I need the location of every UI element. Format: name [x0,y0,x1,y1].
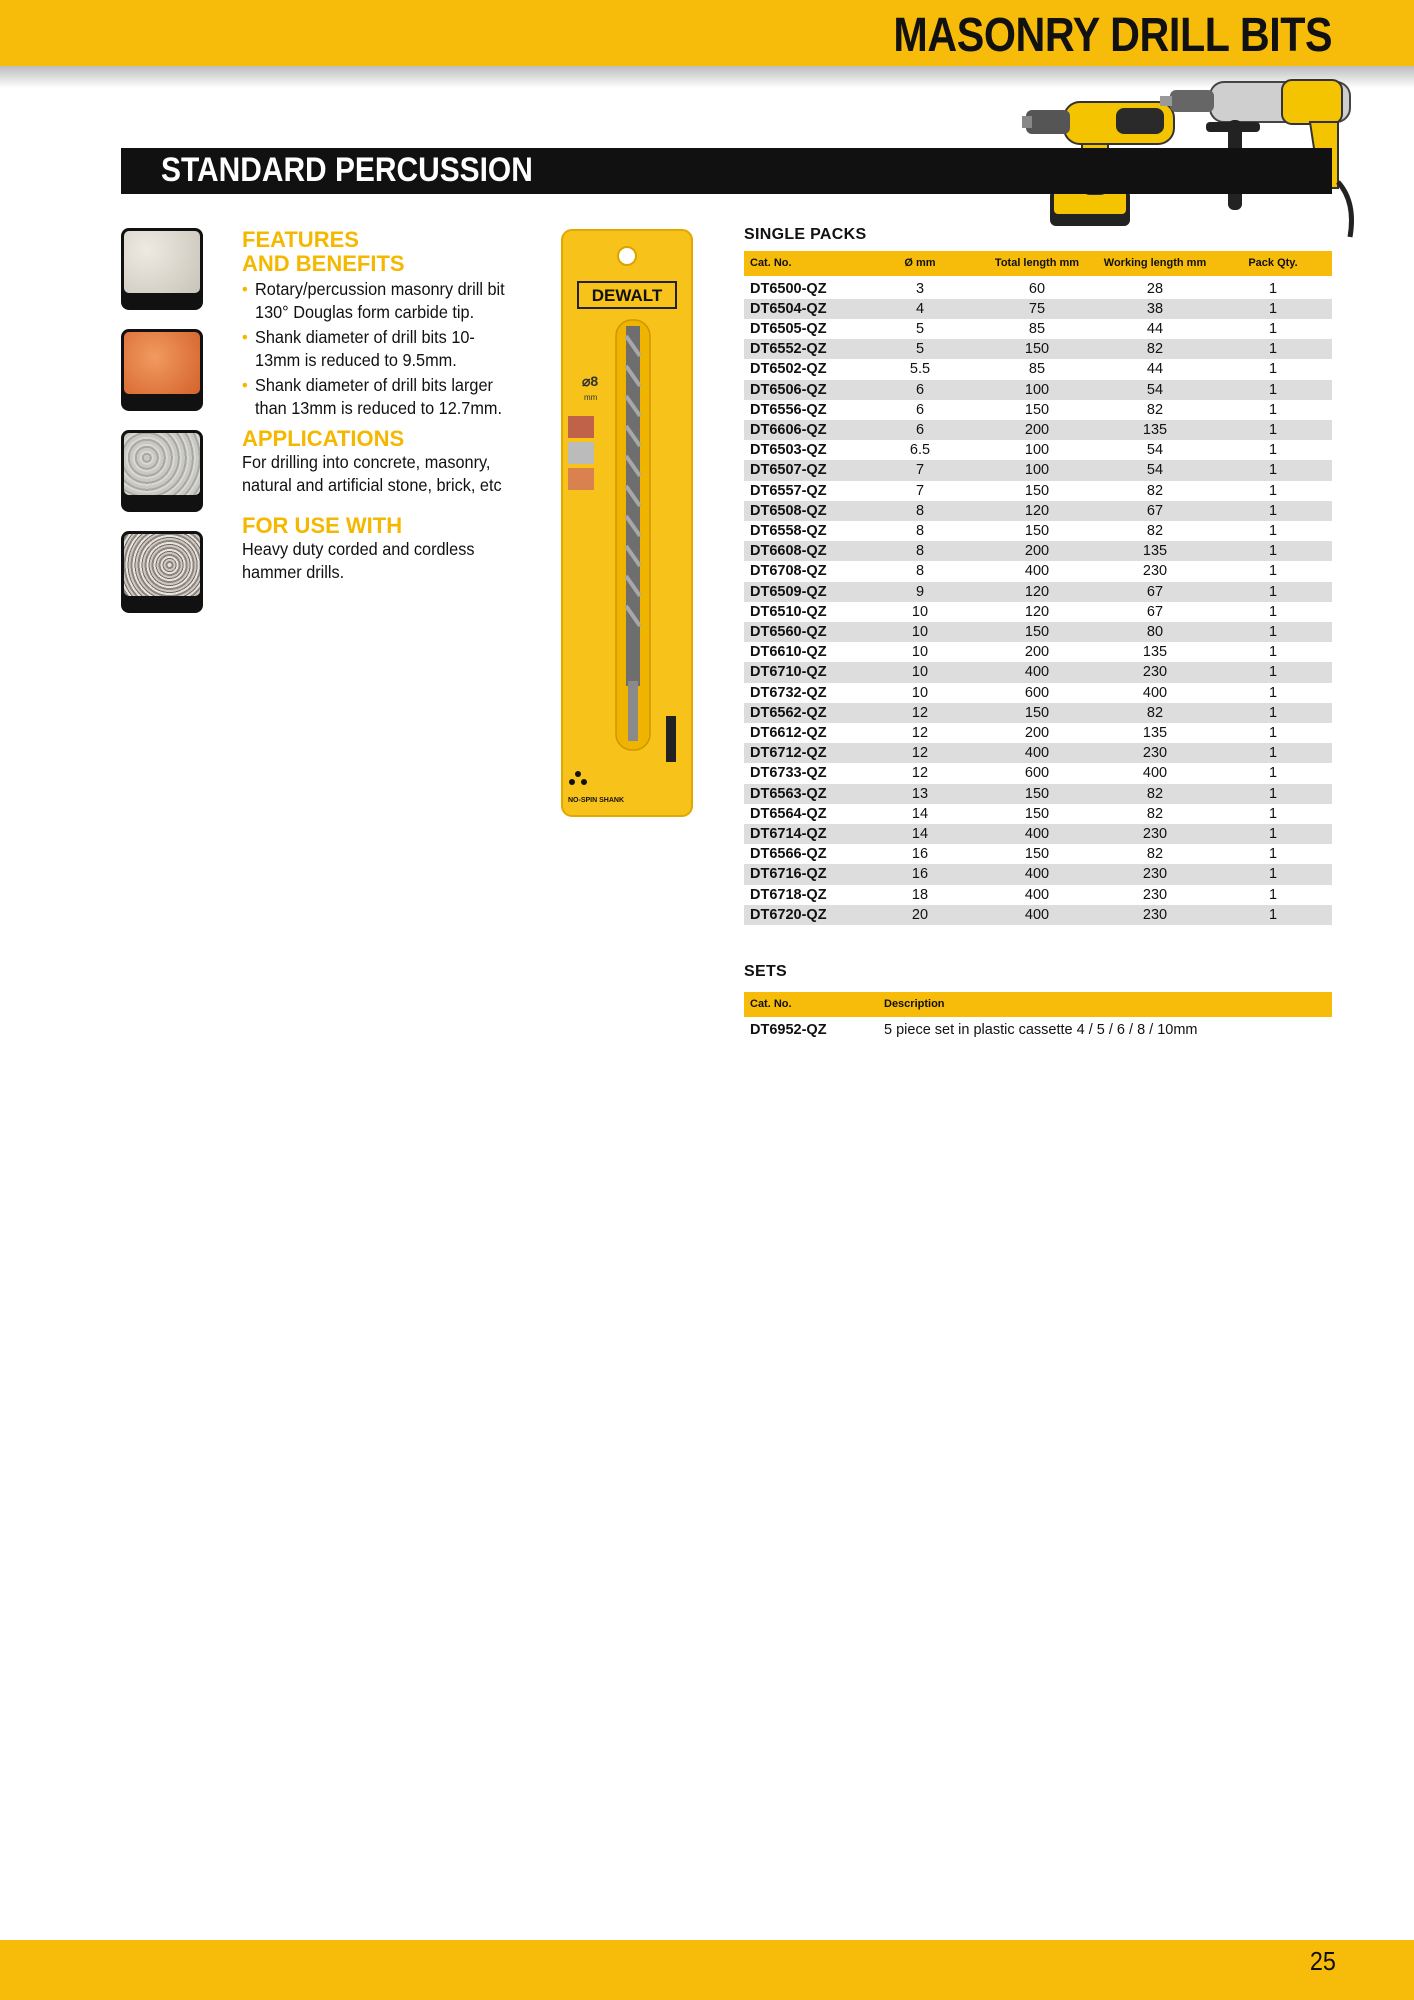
single-packs-table [744,251,1332,925]
working-length-cell: 230 [1142,563,1168,580]
working-length-cell: 230 [1096,662,1214,682]
total-length-cell: 400 [978,743,1096,763]
pack-qty-cell: 1 [1268,765,1278,782]
table-row [744,864,1332,884]
diameter-cell: 16 [862,864,978,884]
diameter-cell: 12 [911,765,929,782]
sets-heading: SETS [744,963,787,980]
table-row [744,481,1332,501]
footer-band [0,1940,1414,2000]
cat-no-cell: DT6712-QZ [744,743,862,763]
total-length-cell: 200 [978,541,1096,561]
total-length-cell: 150 [1024,401,1050,418]
cat-no-cell: DT6557-QZ [750,482,827,499]
cat-no-cell: DT6732-QZ [750,684,827,701]
working-length-cell: 82 [1146,401,1164,418]
total-length-cell: 150 [978,339,1096,359]
pack-qty-cell: 1 [1214,824,1332,844]
working-length-cell: 82 [1096,703,1214,723]
total-length-cell: 150 [978,784,1096,804]
diameter-cell: 5 [862,339,978,359]
cat-no-cell: DT6508-QZ [744,501,862,521]
cat-no-cell: DT6733-QZ [750,765,827,782]
table-row [744,541,1332,561]
working-length-cell: 230 [1096,824,1214,844]
col-diameter: Ø mm [862,251,978,277]
pack-size-unit: mm [584,393,598,402]
cat-no-cell: DT6562-QZ [744,703,862,723]
col-total-length: Total length mm [978,251,1096,277]
pack-qty-cell: 1 [1214,460,1332,480]
pack-qty-cell: 1 [1214,662,1332,682]
col-cat-no: Cat. No. [744,251,862,277]
page-number: 25 [1309,1946,1336,1976]
cat-no-cell: DT6560-QZ [744,622,862,642]
table-row [744,582,1332,602]
col-pack-qty: Pack Qty. [1214,251,1332,277]
working-length-cell: 67 [1146,603,1164,620]
pack-qty-cell: 1 [1268,644,1278,661]
table-row [744,824,1332,844]
cat-no-cell: DT6556-QZ [750,401,827,418]
diameter-cell: 13 [862,784,978,804]
diameter-cell: 10 [862,622,978,642]
diameter-cell: 12 [862,703,978,723]
diameter-cell: 8 [915,563,925,580]
cat-no-cell: DT6710-QZ [744,662,862,682]
diameter-cell: 12 [862,743,978,763]
table-row [744,521,1332,541]
table-row [744,359,1332,379]
table-row [744,460,1332,480]
total-length-cell: 120 [1024,603,1050,620]
table-row [744,763,1332,783]
pack-qty-cell: 1 [1268,320,1278,337]
working-length-cell: 135 [1096,420,1214,440]
total-length-cell: 100 [978,460,1096,480]
cat-no-cell: DT6720-QZ [744,905,862,925]
diameter-cell: 5.5 [909,361,931,378]
cat-no-cell: DT6505-QZ [750,320,827,337]
working-length-cell: 82 [1146,522,1164,539]
diameter-cell: 16 [911,846,929,863]
total-length-cell: 400 [1024,563,1050,580]
table-row [744,905,1332,925]
working-length-cell: 82 [1146,482,1164,499]
diameter-cell: 8 [915,522,925,539]
working-length-cell: 82 [1146,846,1164,863]
product-pack-image [556,226,698,822]
total-length-cell: 100 [978,380,1096,400]
table-row [744,723,1332,743]
total-length-cell: 150 [978,622,1096,642]
working-length-cell: 82 [1096,784,1214,804]
cat-no-cell: DT6503-QZ [750,442,827,459]
pack-qty-cell: 1 [1214,420,1332,440]
pack-shank-label: NO-SPIN SHANK [568,797,625,804]
pack-size-label: ⌀8 [582,373,599,389]
working-length-cell: 80 [1096,622,1214,642]
total-length-cell: 400 [1024,886,1050,903]
table-row [744,602,1332,622]
working-length-cell: 44 [1146,361,1164,378]
total-length-cell: 150 [1024,522,1050,539]
pack-qty-cell: 1 [1268,563,1278,580]
pack-qty-cell: 1 [1214,582,1332,602]
pack-qty-cell: 1 [1214,501,1332,521]
table-header-row [744,251,1332,277]
table-row [744,885,1332,905]
working-length-cell: 135 [1142,644,1168,661]
cat-no-cell: DT6612-QZ [750,724,827,741]
cat-no-cell: DT6558-QZ [750,522,827,539]
pack-qty-cell: 1 [1214,541,1332,561]
pack-qty-cell: 1 [1268,684,1278,701]
total-length-cell: 200 [978,420,1096,440]
diameter-cell: 6.5 [909,442,931,459]
pack-qty-cell: 1 [1268,361,1278,378]
col-cat-no: Cat. No. [744,992,878,1018]
sets-body [744,1018,1332,1040]
table-row [744,784,1332,804]
pack-brand-label: DEWALT [591,286,663,305]
cat-no-cell: DT6564-QZ [750,805,827,822]
working-length-cell: 54 [1096,380,1214,400]
pack-qty-cell: 1 [1214,380,1332,400]
cat-no-cell: DT6510-QZ [750,603,827,620]
table-row [744,804,1332,824]
features-column [242,228,532,583]
working-length-cell: 44 [1146,320,1164,337]
page-title: MASONRY DRILL BITS [893,9,1332,62]
total-length-cell: 200 [1024,644,1050,661]
pack-qty-cell: 1 [1268,482,1278,499]
diameter-cell: 7 [862,460,978,480]
section-title: STANDARD PERCUSSION [161,151,533,189]
table-row [744,277,1332,299]
pack-qty-cell: 1 [1214,905,1332,925]
pack-qty-cell: 1 [1214,339,1332,359]
total-length-cell: 85 [1028,361,1046,378]
cat-no-cell: DT6610-QZ [750,644,827,661]
diameter-cell: 10 [911,644,929,661]
pack-qty-cell: 1 [1268,401,1278,418]
working-length-cell: 67 [1096,582,1214,602]
diameter-cell: 10 [862,662,978,682]
diameter-cell: 6 [915,401,925,418]
working-length-cell: 38 [1096,299,1214,319]
working-length-cell: 230 [1142,886,1168,903]
stone-swatch [121,430,203,512]
table-row [744,319,1332,339]
pack-qty-cell: 1 [1268,886,1278,903]
table-row [744,440,1332,460]
working-length-cell: 54 [1096,460,1214,480]
table-row [744,501,1332,521]
table-row [744,662,1332,682]
concrete-swatch [121,228,203,310]
working-length-cell: 82 [1146,805,1164,822]
cat-no-cell: DT6714-QZ [744,824,862,844]
applications-text: For drilling into concrete, masonry, natural and artificial stone, brick, etc [242,452,502,495]
granite-swatch [121,531,203,613]
working-length-cell: 400 [1142,684,1168,701]
working-length-cell: 54 [1146,442,1164,459]
total-length-cell: 400 [978,662,1096,682]
pack-qty-cell: 1 [1268,846,1278,863]
feature-item: • Rotary/percussion masonry drill bit 130° Douglas form carbide tip. [242,278,512,323]
working-length-cell: 28 [1146,280,1164,297]
brick-swatch [121,329,203,411]
table-row [744,339,1332,359]
table-row [744,561,1332,581]
pack-qty-cell: 1 [1268,280,1278,297]
diameter-cell: 14 [862,824,978,844]
diameter-cell: 6 [862,380,978,400]
table-row [744,703,1332,723]
table-header-row [744,992,1332,1018]
diameter-cell: 3 [915,280,925,297]
table-row [744,743,1332,763]
total-length-cell: 600 [1024,765,1050,782]
diameter-cell: 10 [911,684,929,701]
cat-no-cell: DT6716-QZ [744,864,862,884]
features-heading: FEATURES [242,227,359,252]
cat-no-cell: DT6507-QZ [744,460,862,480]
pack-qty-cell: 1 [1268,724,1278,741]
pack-qty-cell: 1 [1268,603,1278,620]
total-length-cell: 400 [978,864,1096,884]
total-length-cell: 200 [1024,724,1050,741]
pack-qty-cell: 1 [1214,864,1332,884]
table-row [744,299,1332,319]
total-length-cell: 85 [1028,320,1046,337]
total-length-cell: 150 [978,703,1096,723]
cat-no-cell: DT6500-QZ [750,280,827,297]
description-cell: 5 piece set in plastic cassette 4 / 5 / 6 / 8 / 10mm [878,1018,1332,1040]
sets-table [744,992,1332,1040]
working-length-cell: 67 [1096,501,1214,521]
total-length-cell: 120 [978,501,1096,521]
total-length-cell: 120 [978,582,1096,602]
pack-qty-cell: 1 [1214,784,1332,804]
working-length-cell: 400 [1142,765,1168,782]
col-description: Description [878,992,1332,1018]
pack-qty-cell: 1 [1214,622,1332,642]
feature-item: • Shank diameter of drill bits 10-13mm is reduced to 9.5mm. [242,326,512,371]
working-length-cell: 230 [1096,905,1214,925]
working-length-cell: 135 [1142,724,1168,741]
working-length-cell: 135 [1096,541,1214,561]
diameter-cell: 20 [862,905,978,925]
cat-no-cell: DT6504-QZ [744,299,862,319]
pack-qty-cell: 1 [1268,442,1278,459]
working-length-cell: 82 [1096,339,1214,359]
use-with-heading: FOR USE WITH [242,513,403,538]
cat-no-cell: DT6552-QZ [744,339,862,359]
table-row [744,844,1332,864]
working-length-cell: 230 [1096,864,1214,884]
diameter-cell: 12 [911,724,929,741]
table-row [744,622,1332,642]
feature-item: • Shank diameter of drill bits larger than 13mm is reduced to 12.7mm. [242,374,512,419]
pack-qty-cell: 1 [1268,805,1278,822]
cat-no-cell: DT6606-QZ [744,420,862,440]
total-length-cell: 150 [1024,805,1050,822]
table-row [744,420,1332,440]
table-row [744,380,1332,400]
working-length-cell: 230 [1096,743,1214,763]
table-row [744,642,1332,662]
cat-no-cell: DT6708-QZ [750,563,827,580]
total-length-cell: 150 [1024,482,1050,499]
pack-qty-cell: 1 [1214,299,1332,319]
total-length-cell: 600 [1024,684,1050,701]
cat-no-cell: DT6566-QZ [750,846,827,863]
cat-no-cell: DT6608-QZ [744,541,862,561]
total-length-cell: 150 [1024,846,1050,863]
features-list [242,278,532,419]
cat-no-cell: DT6502-QZ [750,361,827,378]
diameter-cell: 9 [862,582,978,602]
single-packs-body [744,277,1332,925]
pack-qty-cell: 1 [1268,522,1278,539]
total-length-cell: 60 [1028,280,1046,297]
total-length-cell: 400 [978,824,1096,844]
diameter-cell: 8 [862,501,978,521]
total-length-cell: 75 [978,299,1096,319]
diameter-cell: 6 [862,420,978,440]
features-heading-line2: AND BENEFITS [242,251,405,276]
cat-no-cell: DT6509-QZ [744,582,862,602]
col-working-length: Working length mm [1096,251,1214,277]
diameter-cell: 18 [911,886,929,903]
total-length-cell: 400 [978,905,1096,925]
diameter-cell: 8 [862,541,978,561]
total-length-cell: 100 [1024,442,1050,459]
single-packs-heading: SINGLE PACKS [744,226,867,243]
diameter-cell: 14 [911,805,929,822]
table-row [744,400,1332,420]
use-with-text: Heavy duty corded and cordless hammer drills. [242,539,475,582]
diameter-cell: 10 [911,603,929,620]
table-row [744,683,1332,703]
cat-no-cell: DT6563-QZ [744,784,862,804]
cat-no-cell: DT6952-QZ [744,1018,878,1040]
diameter-cell: 7 [915,482,925,499]
pack-qty-cell: 1 [1214,743,1332,763]
applications-heading: APPLICATIONS [242,426,405,451]
diameter-cell: 4 [862,299,978,319]
diameter-cell: 5 [915,320,925,337]
table-row [744,1018,1332,1040]
cat-no-cell: DT6718-QZ [750,886,827,903]
cat-no-cell: DT6506-QZ [744,380,862,400]
pack-qty-cell: 1 [1214,703,1332,723]
